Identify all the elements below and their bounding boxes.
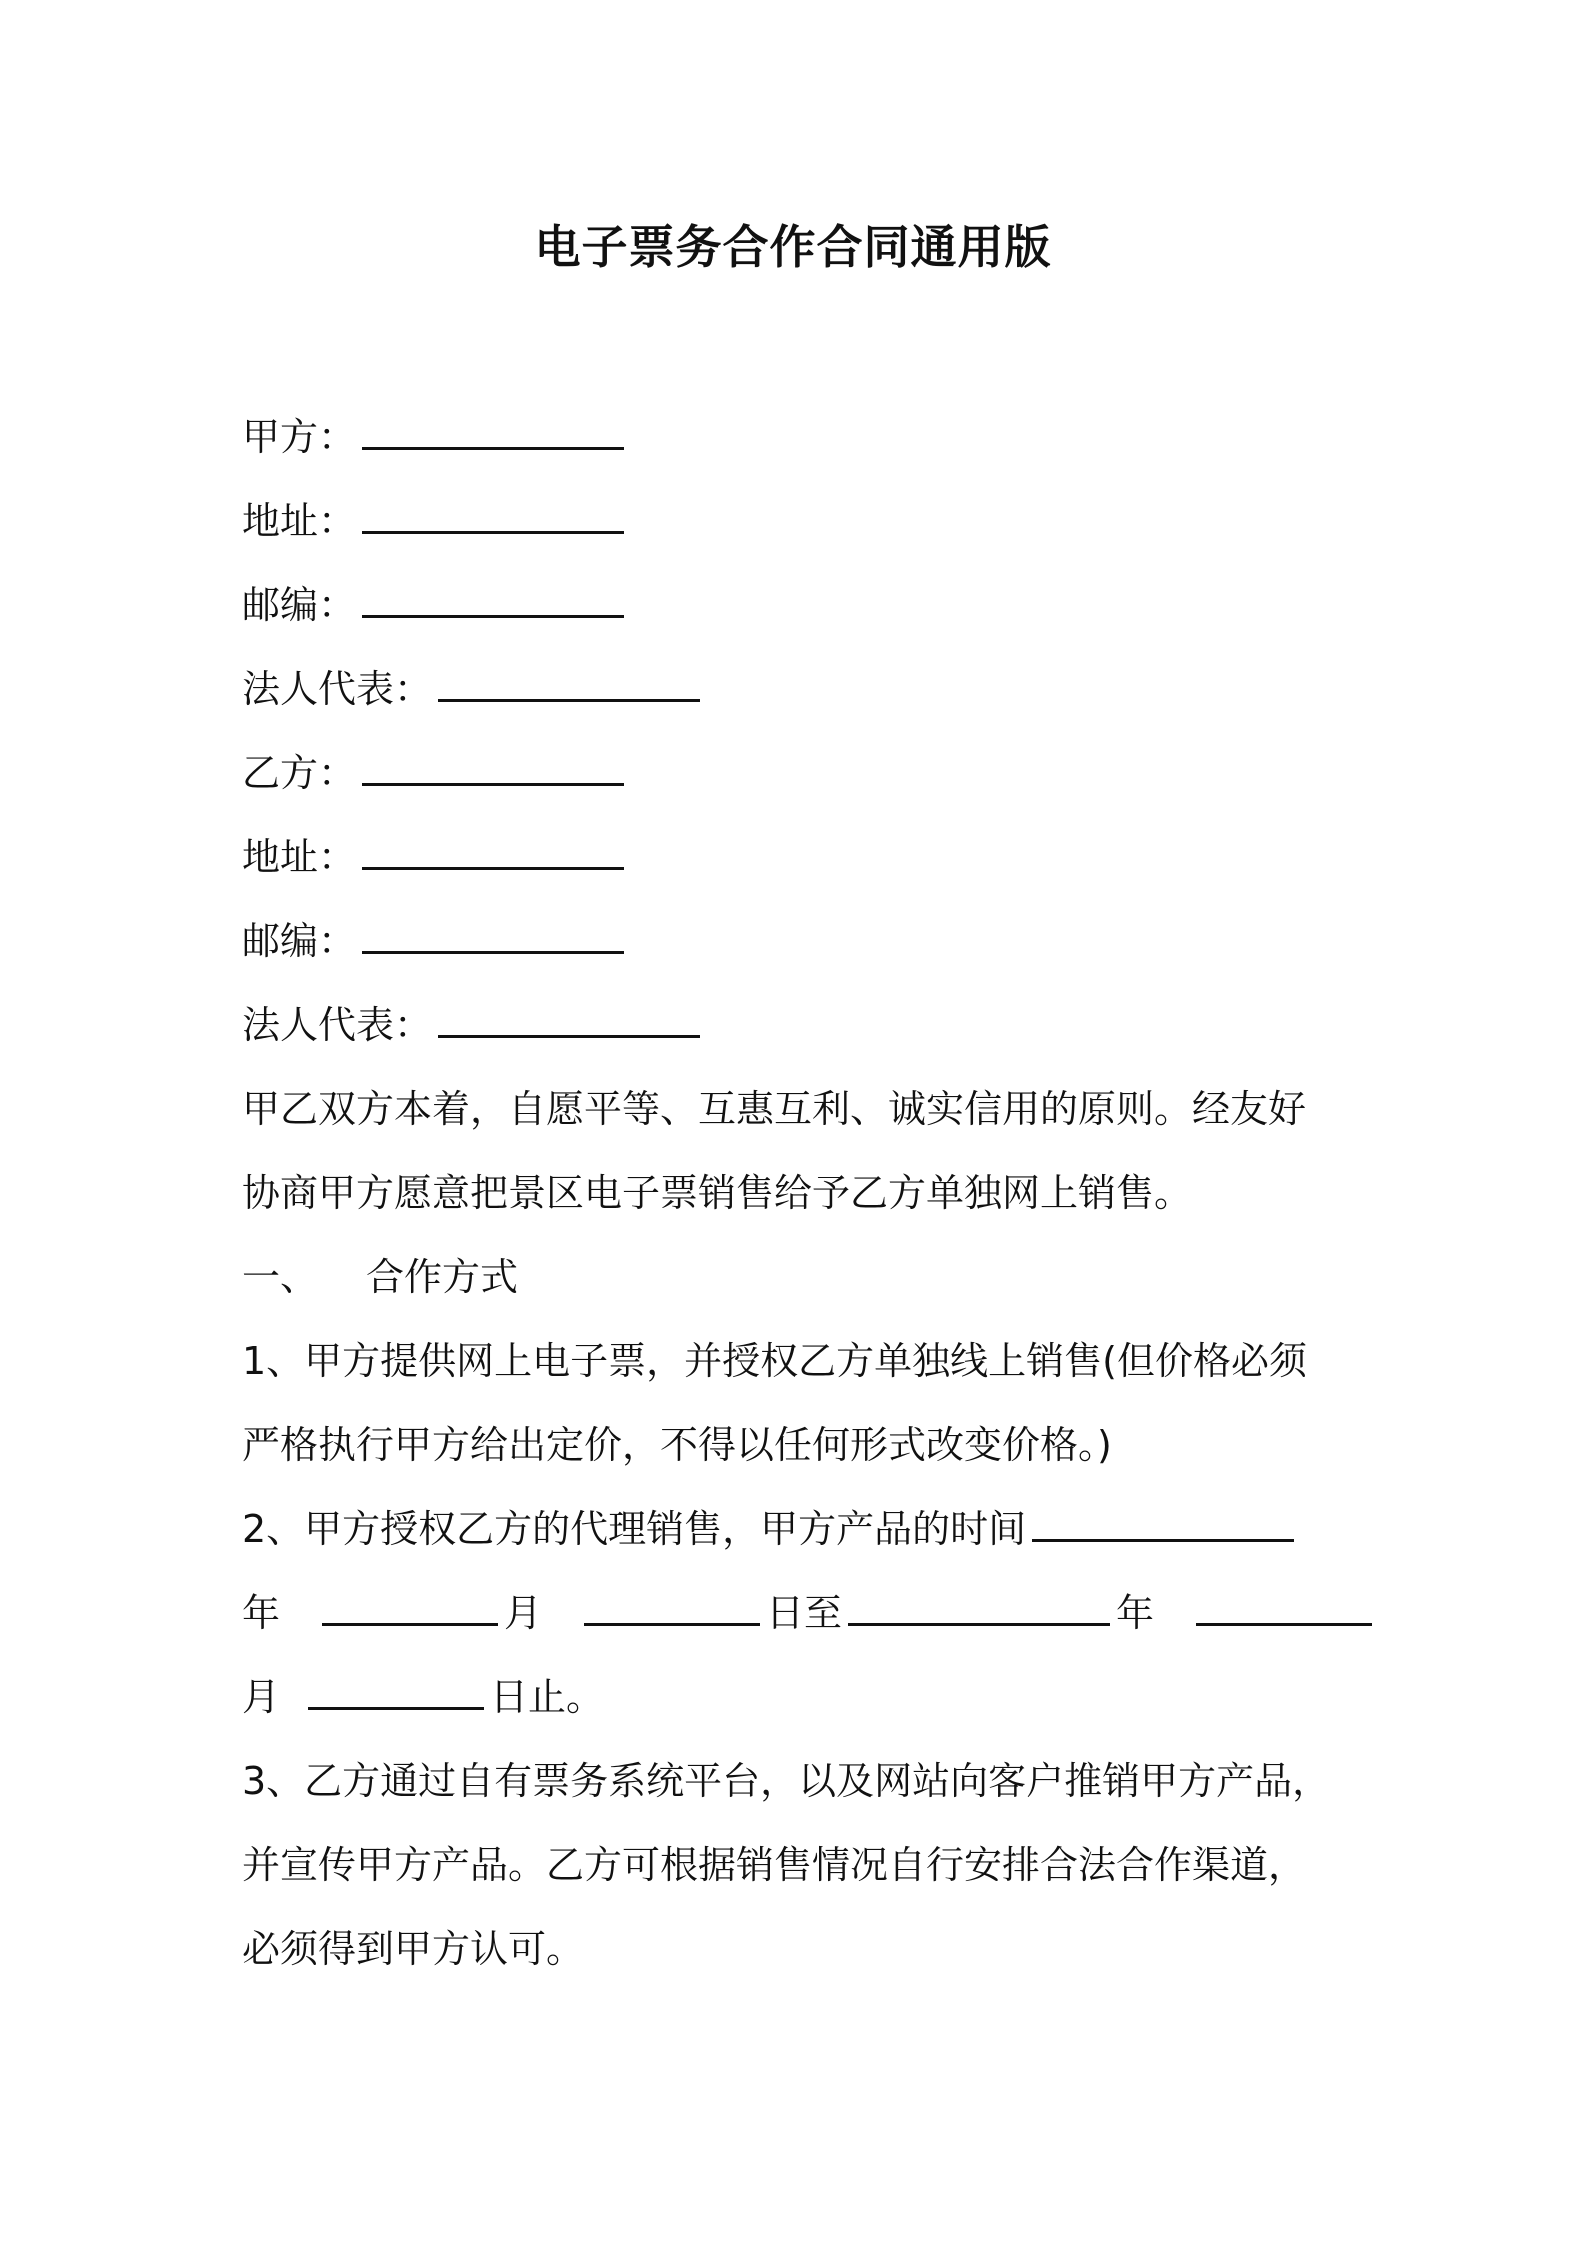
party-b-name-line bbox=[242, 731, 1354, 815]
section-1-heading bbox=[242, 1235, 1354, 1319]
clause-2-month-2: 月 bbox=[242, 1675, 281, 1719]
clause-3-line-2: 并宣传甲方产品。乙方可根据销售情况自行安排合法合作渠道， bbox=[242, 1843, 1307, 1887]
party-b-address-label: 地址： bbox=[242, 835, 357, 879]
party-b-address-line bbox=[242, 815, 1354, 899]
party-a-postcode-blank bbox=[362, 571, 624, 618]
clause-2-start-day-blank bbox=[584, 1579, 760, 1626]
section-1-number: 一、 bbox=[242, 1255, 319, 1299]
clause-2-text: 2、甲方授权乙方的代理销售，甲方产品的时间 bbox=[242, 1507, 1027, 1551]
clause-2-end-month-blank bbox=[1196, 1579, 1372, 1626]
party-a-name-label: 甲方： bbox=[242, 415, 357, 459]
clause-2-start-year-blank bbox=[1032, 1495, 1294, 1542]
party-a-postcode-line bbox=[242, 563, 1354, 647]
party-b-name-label: 乙方： bbox=[242, 751, 357, 795]
clause-2-start-month-blank bbox=[322, 1579, 498, 1626]
intro-line-2: 协商甲方愿意把景区电子票销售给予乙方单独网上销售。 bbox=[242, 1171, 1193, 1215]
clause-1-line-2: 严格执行甲方给出定价，不得以任何形式改变价格。) bbox=[242, 1423, 1112, 1467]
party-a-address-label: 地址： bbox=[242, 499, 357, 543]
party-b-legal-rep-label: 法人代表： bbox=[242, 1003, 433, 1047]
party-b-postcode-label: 邮编： bbox=[242, 919, 357, 963]
clause-2-month-1: 月 bbox=[504, 1591, 543, 1635]
party-b-postcode-blank bbox=[362, 907, 624, 954]
page-title: 电子票务合作合同通用版 bbox=[534, 220, 1052, 274]
party-a-postcode-label: 邮编： bbox=[242, 583, 357, 627]
clause-2-end-year-blank bbox=[848, 1579, 1110, 1626]
clause-2-year-1: 年 bbox=[242, 1591, 281, 1635]
party-b-name-blank bbox=[362, 739, 624, 786]
section-1-title: 合作方式 bbox=[366, 1255, 519, 1299]
clause-2-line-3 bbox=[242, 1655, 1354, 1739]
party-a-legal-rep-label: 法人代表： bbox=[242, 667, 433, 711]
clause-3-line-1: 3、乙方通过自有票务系统平台，以及网站向客户推销甲方产品， bbox=[242, 1759, 1331, 1803]
party-a-legal-rep-blank bbox=[438, 655, 700, 702]
clause-2-day-end: 日止。 bbox=[490, 1675, 605, 1719]
party-b-legal-rep-blank bbox=[438, 991, 700, 1038]
clause-2-end-day-blank bbox=[308, 1663, 484, 1710]
party-b-address-blank bbox=[362, 823, 624, 870]
party-a-name-line bbox=[242, 395, 1354, 479]
contract-body bbox=[242, 395, 1354, 1991]
clause-1-line-1: 1、甲方提供网上电子票，并授权乙方单独线上销售(但价格必须 bbox=[242, 1339, 1308, 1383]
clause-3-line-3: 必须得到甲方认可。 bbox=[242, 1927, 585, 1971]
party-a-address-blank bbox=[362, 487, 624, 534]
party-b-legal-rep-line bbox=[242, 983, 1354, 1067]
party-a-legal-rep-line bbox=[242, 647, 1354, 731]
intro-line-1: 甲乙双方本着，自愿平等、互惠互利、诚实信用的原则。经友好 bbox=[242, 1087, 1307, 1131]
party-a-address-line bbox=[242, 479, 1354, 563]
clause-2-day-to: 日至 bbox=[766, 1591, 843, 1635]
party-a-name-blank bbox=[362, 403, 624, 450]
clause-2-line-1 bbox=[242, 1487, 1354, 1571]
clause-2-line-2 bbox=[242, 1571, 1354, 1655]
clause-2-year-2: 年 bbox=[1116, 1591, 1155, 1635]
party-b-postcode-line bbox=[242, 899, 1354, 983]
